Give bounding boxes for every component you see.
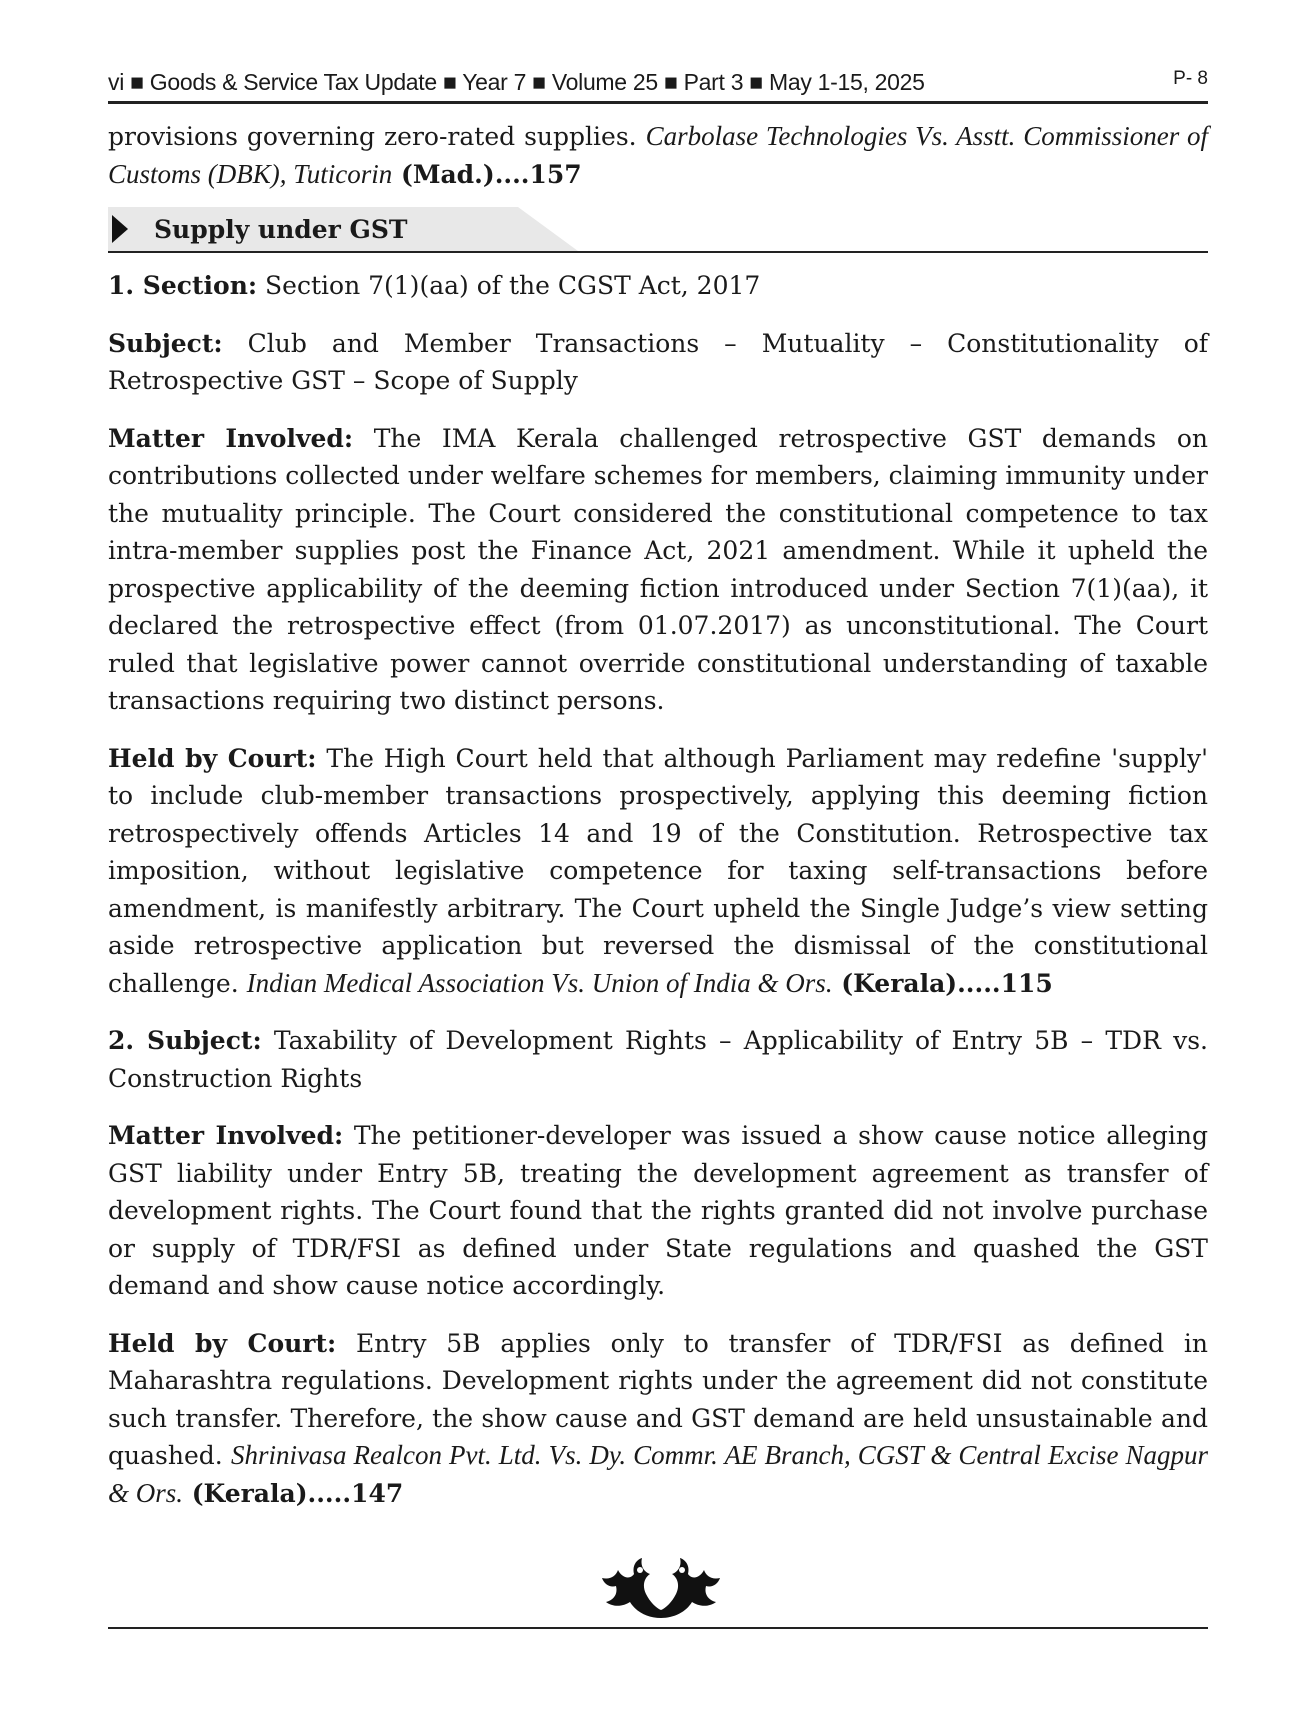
header-rule: [108, 101, 1208, 104]
running-header: [108, 66, 1208, 100]
entry-1-matter: Matter Involved: The IMA Kerala challenged retrospective GST demands on contributions collected under welfare schemes for members, claiming immunity under the mutuality principle. The Court considered the constitutional competence to tax intra-member supplies post the Finance Act, 2021 amendment. While it upheld the prospective applicability of the deeming fiction introduced under Section 7(1)(aa), it declared the retrospective effect (from 01.07.2017) as unconstitutional. The Court ruled that legislative power cannot override constitutional understanding of taxable transactions requiring two distinct persons.: [108, 423, 1208, 715]
page-number: P- 8: [1173, 68, 1208, 89]
section-title: Supply under GST: [154, 215, 408, 244]
citation: (Kerala).....147: [183, 1478, 404, 1508]
case-name: Shrinivasa Realcon Pvt. Ltd. Vs. Dy. Commr. AE Branch, CGST & Central Excise Nagpur & Ors.: [108, 1440, 1208, 1508]
entry-2-subject: 2. Subject: Taxability of Development Rights – Applicability of Entry 5B – TDR vs. Construction Rights: [108, 1026, 1208, 1093]
footer-rule: [108, 1627, 1208, 1629]
entry-2-matter: Matter Involved: The petitioner-developer was issued a show cause notice alleging GST liability under Entry 5B, treating the development agreement as transfer of development rights. The Court found that the rights granted did not involve purchase or supply of TDR/FSI as defined under State regulations and quashed the GST demand and show cause notice accordingly.: [108, 1121, 1208, 1300]
body-content: [108, 118, 1208, 1532]
citation: (Kerala).....115: [832, 968, 1053, 998]
section-heading: [108, 207, 1208, 253]
citation: (Mad.)....157: [392, 159, 582, 189]
section-rule: [108, 251, 1208, 253]
entry-1-subject: Subject: Club and Member Transactions – Mutuality – Constitutionality of Retrospective GST – Scope of Supply: [108, 328, 1208, 395]
floral-ornament-icon: [596, 1556, 726, 1626]
entry-2-held: Held by Court: Entry 5B applies only to transfer of TDR/FSI as defined in Maharashtra regulations. Development rights under the agreement did not constitute such transfer. Therefore, the show cause and GST demand are held unsustainable and quashed. Shrinivasa Realcon Pvt. Ltd. Vs. Dy. Commr. AE Branch, CGST & Central Excise Nagpur & Ors. (Kerala).....147: [108, 1328, 1208, 1508]
triangle-bullet-icon: [112, 215, 128, 243]
intro-paragraph: provisions governing zero-rated supplies. Carbolase Technologies Vs. Asstt. Commissioner of Customs (DBK), Tuticorin (Mad.)....157: [108, 121, 1209, 189]
entry-1-held: Held by Court: The High Court held that although Parliament may redefine 'supply' to include club-member transactions prospectively, applying this deeming fiction retrospectively offends Articles 14 and 19 of the Constitution. Retrospective tax imposition, without legislative competence for taxing self-transactions before amendment, is manifestly arbitrary. The Court upheld the Single Judge’s view setting aside retrospective application but reversed the dismissal of the constitutional challenge. Indian Medical Association Vs. Union of India & Ors. (Kerala).....115: [108, 743, 1208, 998]
running-title: vi ■ Goods & Service Tax Update ■ Year 7 ■ Volume 25 ■ Part 3 ■ May 1-15, 2025: [108, 69, 925, 95]
entry-1-section: 1. Section: Section 7(1)(aa) of the CGST Act, 2017: [108, 271, 761, 300]
case-name: Carbolase Technologies Vs. Asstt. Commissioner of Customs (DBK), Tuticorin: [108, 121, 1209, 189]
case-name: Indian Medical Association Vs. Union of India & Ors.: [246, 967, 833, 998]
